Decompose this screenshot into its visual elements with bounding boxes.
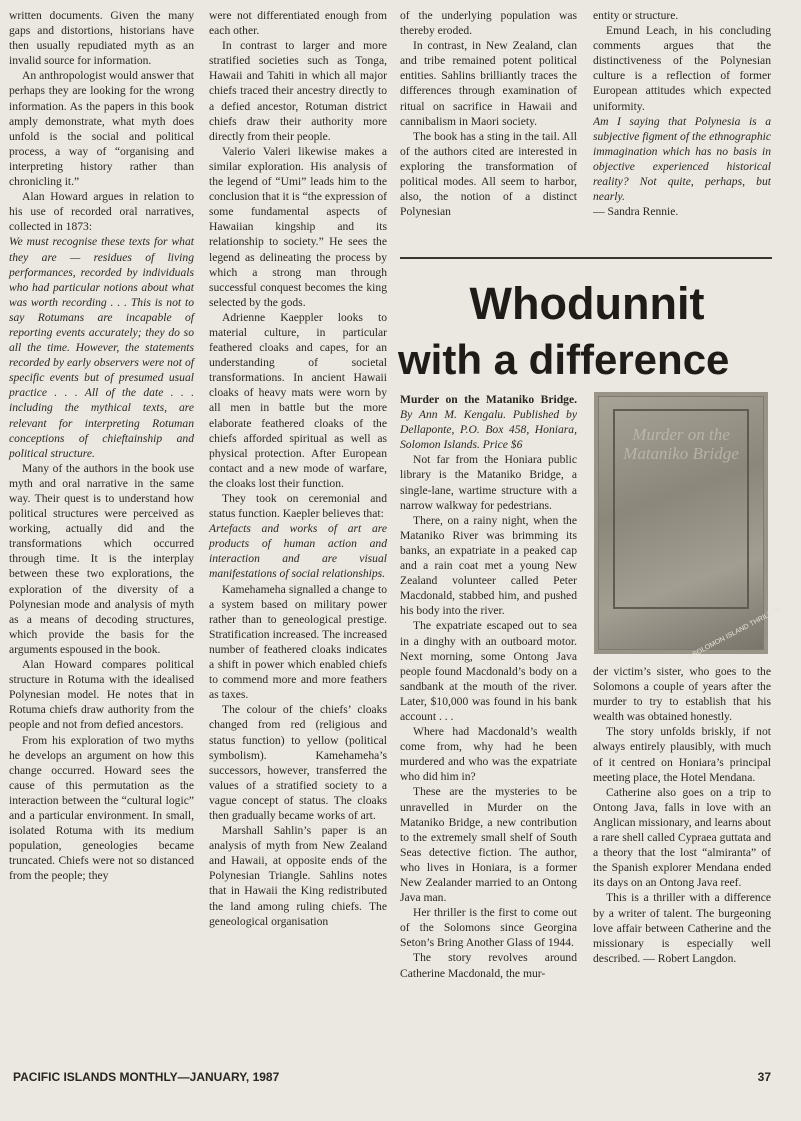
paragraph: In contrast to larger and more stratified societies such as Tonga, Hawaii and Tahiti in which all major chiefs traced their ancestry directly to a defied ancestor, Rotuman district chiefs draw their authority more directly from their people. (209, 39, 387, 143)
book-title: Murder on the Mataniko Bridge. (400, 393, 577, 406)
cover-band: A SOLOMON ISLAND THRILLER (686, 605, 782, 662)
paragraph: Alan Howard argues in relation to his use of recorded oral narratives, collected in 1873: (9, 190, 194, 234)
paragraph: Kamehameha signalled a change to a system based on military power rather than to geneological prestige. Stratification increased. The increased number of feathered cloaks indicates a shift in power which enabled chiefs to commend more and more feathers as taxes. (209, 582, 387, 702)
headline-line-2: with a difference (398, 336, 730, 383)
paragraph: Many of the authors in the book use myth and oral narrative in the same way. Their quest is to understand how political structures were perceived as working, actually did and the transformations which occurred through time. It is the interplay between these two explorations, the exploration of the diversity of a Polynesian mode and analysis of myth as a means of decoding structures, which provide the basis for the arguments espoused in the book. (9, 461, 194, 656)
paragraph: written documents. Given the many gaps and distortions, historians have then usually repudiated myth as an invalid source for information. (9, 9, 194, 68)
paragraph: They took on ceremonial and status function. Kaepler believes that: (209, 492, 387, 521)
paragraph: This is a thriller with a difference by a writer of talent. The burgeoning love affair between Catherine and the missionary is especially well described. — Robert Langdon. (593, 891, 771, 965)
column-3-review-text (400, 452, 577, 980)
paragraph: — Sandra Rennie. (593, 205, 679, 219)
paragraph: Where had Macdonald’s wealth come from, why had he been murdered and who was the expatriate who did him in? (400, 725, 577, 784)
column-1 (9, 8, 194, 883)
paragraph: der victim’s sister, who goes to the Solomons a couple of years after the murder to try to establish that his wealth was obtained honestly. (593, 665, 771, 724)
paragraph: Adrienne Kaeppler looks to material culture, in particular feathered cloaks and capes, for an understanding of societal transformations. In ancient Hawaii cloaks of heavy mats were worn by all men in battle but the more elaborate feathered cloaks of the chiefs afforded spiritual as well as physical protection. After European contact and a new mode of warfare, the cloaks lost their function. (209, 310, 387, 490)
paragraph: The story revolves around Catherine Macdonald, the mur- (400, 951, 577, 980)
paragraph: The story unfolds briskly, if not always entirely plausibly, with much of it centred on Honiara’s principal meeting place, the Hotel Mendana. (593, 725, 771, 784)
column-3-top (400, 8, 577, 236)
cover-title: Murder on the Mataniko Bridge (623, 425, 739, 463)
publication-line: PACIFIC ISLANDS MONTHLY—JANUARY, 1987 (13, 1070, 280, 1084)
book-details: By Ann M. Kengalu. Published by Dellaponte, P.O. Box 458, Honiara, Solomon Islands. Price $6 (400, 408, 577, 452)
paragraph: Alan Howard compares political structure in Rotuma with the idealised Polynesian model. He notes that in Rotuma chiefs draw authority from the people and not from defied ancestors. (9, 658, 194, 732)
paragraph: In contrast, in New Zealand, clan and tribe remained potent political entities. Sahlins brilliantly traces the differences through examination of ritual on sacrifice in Hawaii and cannibalism in Maori society. (400, 39, 577, 128)
paragraph: The expatriate escaped out to sea in a dinghy with an outboard motor. Next morning, some Ontong Java people found Macdonald’s body on a sandbank at the mouth of the river. Later, $10,000 was found in his bank account . . . (400, 619, 577, 723)
paragraph: entity or structure. (593, 9, 679, 22)
paragraph: Am I saying that Polynesia is a subjective figment of the ethnographic immagination which has no basis in objective experienced historical reality? Not quite, perhaps, but nearly. (593, 114, 771, 204)
paragraph: We must recognise these texts for what they are — residues of living performances, recorded by individuals who had particular notions about what was worth recording . . . This is not to say Rotumans are incapable of reporting events accurately; they do so all the time. However, the statements recorded by early observers were not of specific events but of presumed usual practice . . . All of the date . . . including the mythical texts, are relevant for interpreting Rotuman conceptions of chieftainship and political structure. (9, 235, 194, 460)
paragraph: Artefacts and works of art are products of human action and interaction and are visual manifestations of social relationships. (209, 522, 387, 581)
paragraph: were not differentiated enough from each other. (209, 9, 387, 38)
paragraph: An anthropologist would answer that perhaps they are looking for the wrong information. As the papers in this book amply demonstrate, what myth does unfold is the social and political process, a way of “organising and interpreting history rather than chronicling it.” (9, 69, 194, 189)
column-4-review (593, 664, 771, 966)
section-divider (400, 257, 772, 259)
paragraph: Emund Leach, in his concluding comments argues that the distinctiveness of the Polynesian culture is a reflection of former European attitudes which expected uniformity. (593, 24, 771, 113)
paragraph: These are the mysteries to be unravelled in Murder on the Mataniko Bridge, a new contribution to the extremely small shelf of South Seas detective fiction. The author, who lives in Honiara, is a former New Zealander married to an Ontong Java man. (400, 785, 577, 905)
paragraph: Marshall Sahlin’s paper is an analysis of myth from New Zealand and Hawaii, at opposite ends of the Polynesian Triangle. Sahlins notes that in Hawaii the King redistributed the land among ruling chiefs. The geneological organisation (209, 824, 387, 928)
headline-line-1: Whodunnit (469, 278, 705, 329)
review-headline (398, 276, 776, 388)
book-info (400, 392, 577, 452)
page-number: 37 (757, 1070, 771, 1084)
paragraph: of the underlying population was thereby eroded. (400, 9, 577, 38)
column-4-top (593, 8, 771, 240)
paragraph: Catherine also goes on a trip to Ontong Java, falls in love with an Anglican missionary, and learns about a rare shell called Cypraea guttata and a theory that the lost “almiranta” of the Spanish explorer Mendana ended its days on an Ontong Java reef. (593, 785, 771, 890)
column-2 (209, 8, 387, 929)
paragraph: From his exploration of two myths he develops an argument on how this change occurred. Howard sees the cause of this permutation as the interaction between the “cultural logic” and a particular environment. In small, isolated Rotuma with its medium population, geneologies became truncated. Chiefs were not so distanced from the people; they (9, 733, 194, 883)
paragraph: The book has a sting in the tail. All of the authors cited are interested in exploring the transformation of political modes. All seem to harbor, also, the notion of a distinct Polynesian (400, 129, 577, 219)
paragraph: There, on a rainy night, when the Mataniko River was brimming its banks, an expatriate in a peaked cap and a rain coat met a young New Zealand volunteer called Peter Macdonald, stabbed him, and pushed his body into the river. (400, 513, 577, 618)
book-cover-image (594, 392, 782, 662)
paragraph: Her thriller is the first to come out of the Solomons since Georgina Seton’s Bring Another Glass of 1944. (400, 906, 577, 950)
column-3-review (400, 392, 577, 981)
paragraph: Not far from the Honiara public library is the Mataniko Bridge, a single-lane, wartime structure with a narrow walkway for pedestrians. (400, 453, 577, 512)
paragraph: Valerio Valeri likewise makes a similar exploration. His analysis of the legend of “Umi” leads him to the conclusion that it is “the expression of some fundamental aspects of Hawaiian kingship and its relationship to society.” He sees the legend as delineating the process by which a strong man through successful conquest becomes the king selected by the gods. (209, 144, 387, 309)
paragraph: The colour of the chiefs’ cloaks changed from red (religious and status function) to yellow (political symbolism). Kamehameha’s successors, however, transferred the values of a stratified society to a vague concept of status. The cloaks then gradually became works of art. (209, 703, 387, 822)
